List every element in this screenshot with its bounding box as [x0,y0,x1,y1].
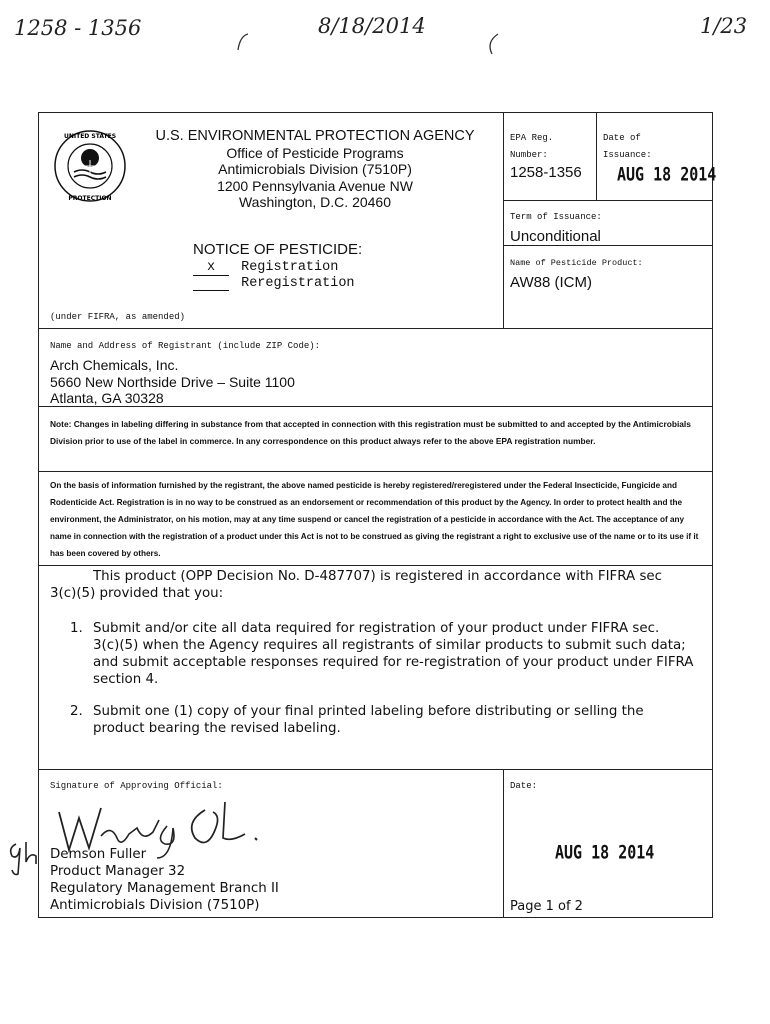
registrant-label: Name and Address of Registrant (include ZIP Code): [50,341,321,351]
rule-above-signature [39,769,712,770]
intro-line-1: This product (OPP Decision No. D-487707) is registered in accordance with FIFRA sec [93,569,663,584]
reg-number-value: 1258-1356 [510,164,582,181]
term-label: Term of Issuance: [510,212,602,222]
product-label: Name of Pesticide Product: [510,258,643,268]
official-name: Demson Fuller [50,847,147,862]
handwritten-stray-marks [230,28,510,58]
page-number: Page 1 of 2 [510,899,583,914]
agency-city: Washington, D.C. 20460 [238,194,391,210]
condition-2-line-1: Submit one (1) copy of your final printed labeling before distributing or selling the [93,704,644,719]
registrant-city: Atlanta, GA 30328 [50,390,164,406]
labeling-note: Note: Changes in labeling differing in substance from that accepted in connection with this registration must be submitted to and accepted by the Antimicrobials Division prior to use of the label in commerce. In any correspondence on this product always refer to the above EPA registration number. [50,419,691,446]
svg-text:PROTECTION: PROTECTION [68,195,112,202]
issuance-date-label: Date of Issuance: [603,133,652,160]
reregistration-option [193,276,355,291]
agency-street: 1200 Pennsylvania Avenue NW [217,177,413,194]
condition-1-line-4: section 4. [93,672,159,687]
issuance-date-stamp: AUG 18 2014 [617,162,717,186]
notice-title: NOTICE OF PESTICIDE: [193,241,363,258]
condition-2-line-2: product bearing the revised labeling. [93,721,341,736]
reregistration-label: Reregistration [241,276,355,291]
signature-date-stamp: AUG 18 2014 [555,840,655,864]
official-division: Antimicrobials Division (7510P) [50,898,260,913]
registration-option [193,260,338,276]
agency-header [150,128,480,211]
condition-2 [70,703,710,737]
condition-2-number: 2. [70,704,83,719]
handwritten-initials [4,838,44,878]
reg-date-divider [596,113,597,201]
registrant-name: Arch Chemicals, Inc. [50,357,179,373]
condition-1-line-3: and submit acceptable responses required for re-registration of your product under FIFRA [93,655,694,670]
official-details [50,846,279,914]
registrant-address [50,357,295,407]
signature-label: Signature of Approving Official: [50,781,223,791]
registration-label: Registration [241,260,339,275]
date-label: Date: [510,781,538,791]
intro-paragraph [50,568,705,602]
under-fifra: (under FIFRA, as amended) [50,312,186,322]
rule-below-header [39,328,712,329]
agency-name: U.S. ENVIRONMENTAL PROTECTION AGENCY [155,128,475,144]
intro-line-2: 3(c)(5) provided that you: [50,586,224,601]
reg-number-label: EPA Reg. Number: [510,133,554,160]
handwritten-date: 8/18/2014 [318,14,426,38]
handwritten-page-count: 1/23 [700,14,748,38]
handwritten-reg-number: 1258 - 1356 [14,16,142,40]
svg-text:UNITED STATES: UNITED STATES [63,133,117,140]
registration-basis: On the basis of information furnished by the registrant, the above named pesticide is hereby registered/reregistered under the Federal Insecticide, Fungicide and Rodenticide Act. Registration is in no way to be construed as an endorsement or recommendation of this product by the Agency. In order to protect health and the environment, the Administrator, on his motion, may at any time suspend or cancel the registration of a pesticide in accordance with the Act. The acceptance of any name in connection with the registration of a product under this Act is not to be construed as giving the registrant a right to exclusive use of the name or to its use if it has been covered by others. [50,481,699,558]
condition-1 [70,620,710,688]
condition-1-line-2: 3(c)(5) when the Agency requires all registrants of similar products to submit such data; [93,638,686,653]
signature-date-divider [503,769,504,917]
rule-below-term [503,245,712,246]
reregistration-check [193,276,229,291]
agency-division: Antimicrobials Division (7510P) [218,161,412,177]
rule-below-note [39,471,712,472]
rule-below-reg [503,200,712,201]
product-value: AW88 (ICM) [510,274,592,291]
condition-1-line-1: Submit and/or cite all data required for registration of your product under FIFRA sec. [93,621,660,636]
epa-seal-icon [52,128,128,204]
registrant-street: 5660 New Northside Drive – Suite 1100 [50,373,295,390]
term-value: Unconditional [510,228,601,245]
condition-1-number: 1. [70,621,83,636]
agency-office: Office of Pesticide Programs [226,144,404,161]
registration-check: x [193,260,229,276]
rule-below-basis [39,565,712,566]
official-title: Product Manager 32 [50,864,186,879]
official-branch: Regulatory Management Branch II [50,881,279,896]
header-divider [503,113,504,328]
